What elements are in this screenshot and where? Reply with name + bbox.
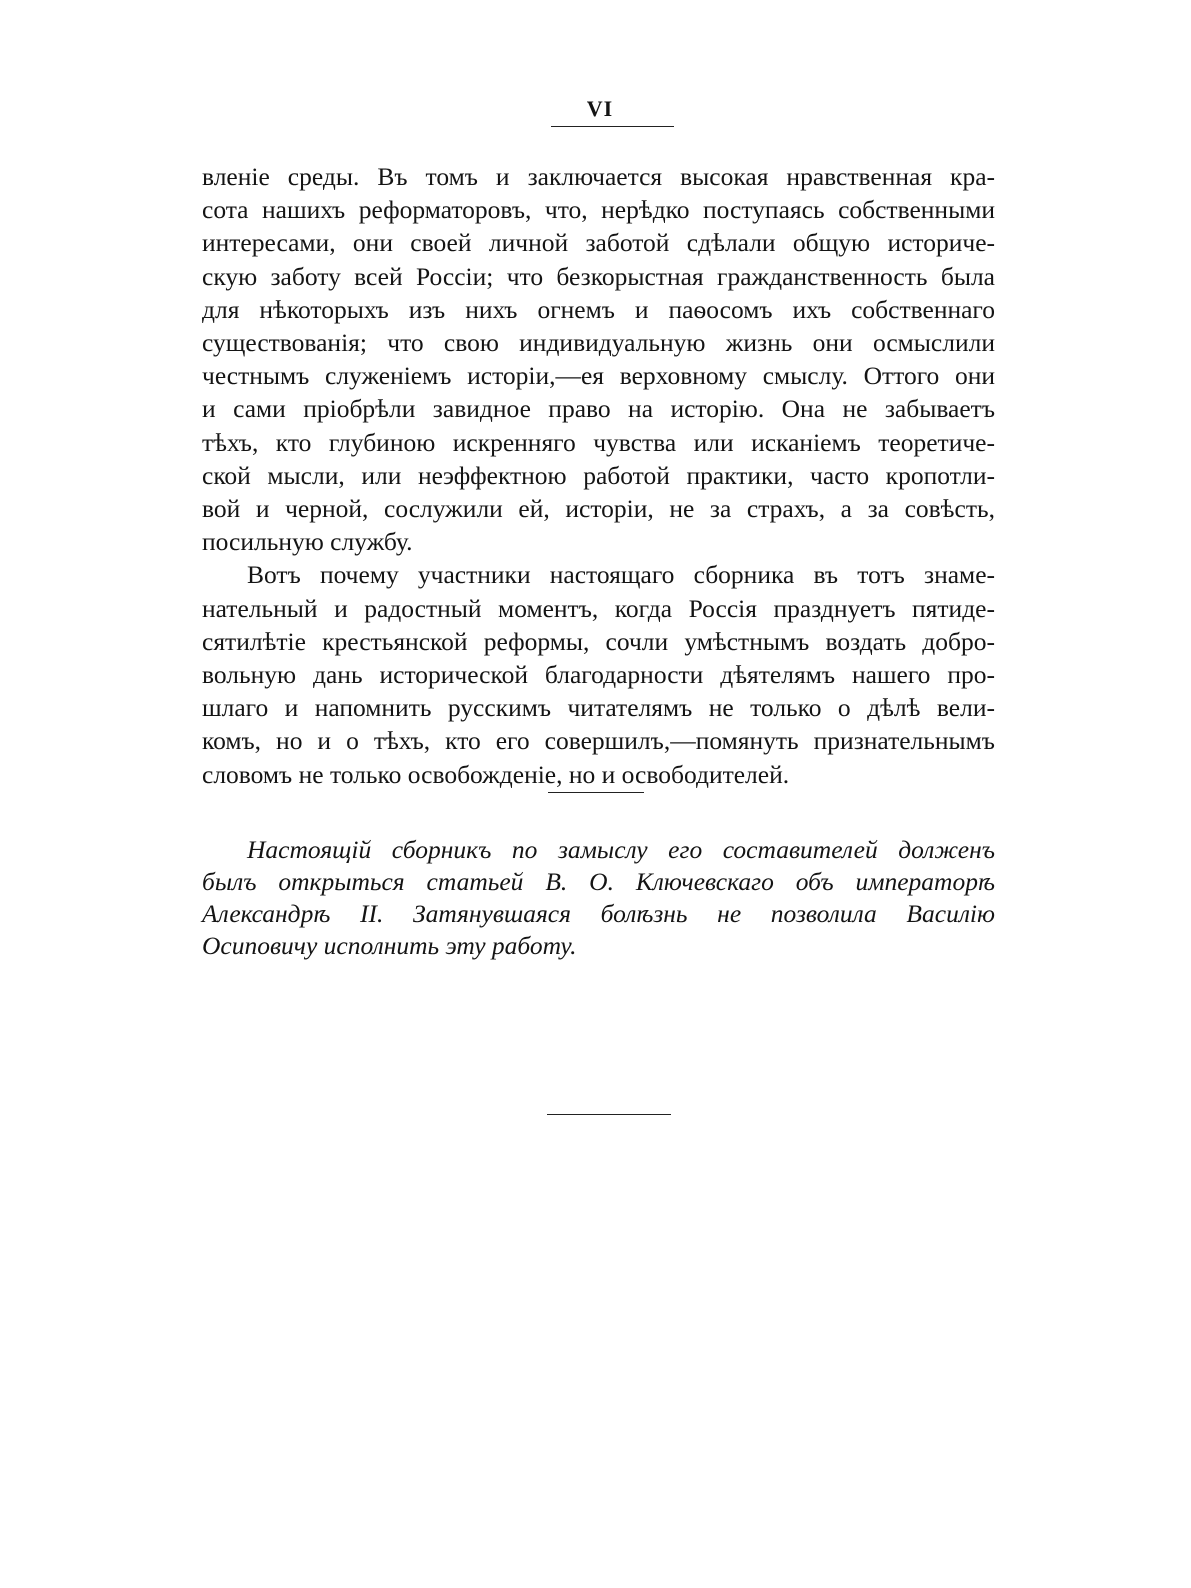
text-line: честнымъ служеніемъ исторіи,—ея верховному смыслу. Оттого они <box>202 361 995 391</box>
text-line: существованія; что свою индивидуальную жизнь они осмыслили <box>202 328 995 358</box>
text-line: ской мысли, или неэффектною работой практики, часто кропотли- <box>202 460 995 490</box>
note-line: былъ открыться статьей В. О. Ключевскаго объ императорѣ <box>202 867 995 896</box>
paragraph-2 <box>202 558 995 790</box>
text-line: нательный и радостный моментъ, когда Россія празднуетъ пятиде- <box>202 593 995 623</box>
text-line: сятилѣтіе крестьянской реформы, сочли умѣстнымъ воздать добро- <box>202 626 995 656</box>
editorial-note <box>202 834 995 962</box>
text-line: интересами, они своей личной заботой сдѣлали общую историче- <box>202 228 995 258</box>
text-line: и сами пріобрѣли завидное право на исторію. Она не забываетъ <box>202 394 995 424</box>
main-text <box>202 160 995 791</box>
text-line: сота нашихъ реформаторовъ, что, нерѣдко поступаясь собственными <box>202 195 995 225</box>
paragraph-1 <box>202 160 995 558</box>
section-divider <box>548 792 644 793</box>
note-line: Настоящій сборникъ по замыслу его составителей долженъ <box>247 835 995 864</box>
text-line: посильную службу. <box>202 527 413 557</box>
text-line: комъ, но и о тѣхъ, кто его совершилъ,—помянуть признательнымъ <box>202 726 995 756</box>
text-line: Вотъ почему участники настоящаго сборника въ тотъ знаме- <box>247 560 995 590</box>
text-line: вольную дань исторической благодарности дѣятелямъ нашего про- <box>202 660 995 690</box>
note-line: Осиповичу исполнить эту работу. <box>202 931 577 960</box>
header-rule <box>551 126 674 127</box>
text-line: для нѣкоторыхъ изъ нихъ огнемъ и паѳосомъ ихъ собственнаго <box>202 294 995 324</box>
text-line: вленіе среды. Въ томъ и заключается высокая нравственная кра- <box>202 162 995 191</box>
text-line: скую заботу всей Россіи; что безкорыстная гражданственность была <box>202 261 995 291</box>
text-line: словомъ не только освобожденіе, но и освободителей. <box>202 759 790 789</box>
page-number: VI <box>586 96 614 121</box>
note-line: Александрѣ II. Затянувшаяся болѣзнь не позволила Василію <box>202 899 995 928</box>
text-line: вой и черной, сослужили ей, исторіи, не за страхъ, а за совѣсть, <box>202 494 995 524</box>
text-line: шлаго и напомнить русскимъ читателямъ не только о дѣлѣ вели- <box>202 693 995 723</box>
footer-rule <box>547 1114 671 1115</box>
text-line: тѣхъ, кто глубиною искренняго чувства или исканіемъ теоретиче- <box>202 427 995 457</box>
